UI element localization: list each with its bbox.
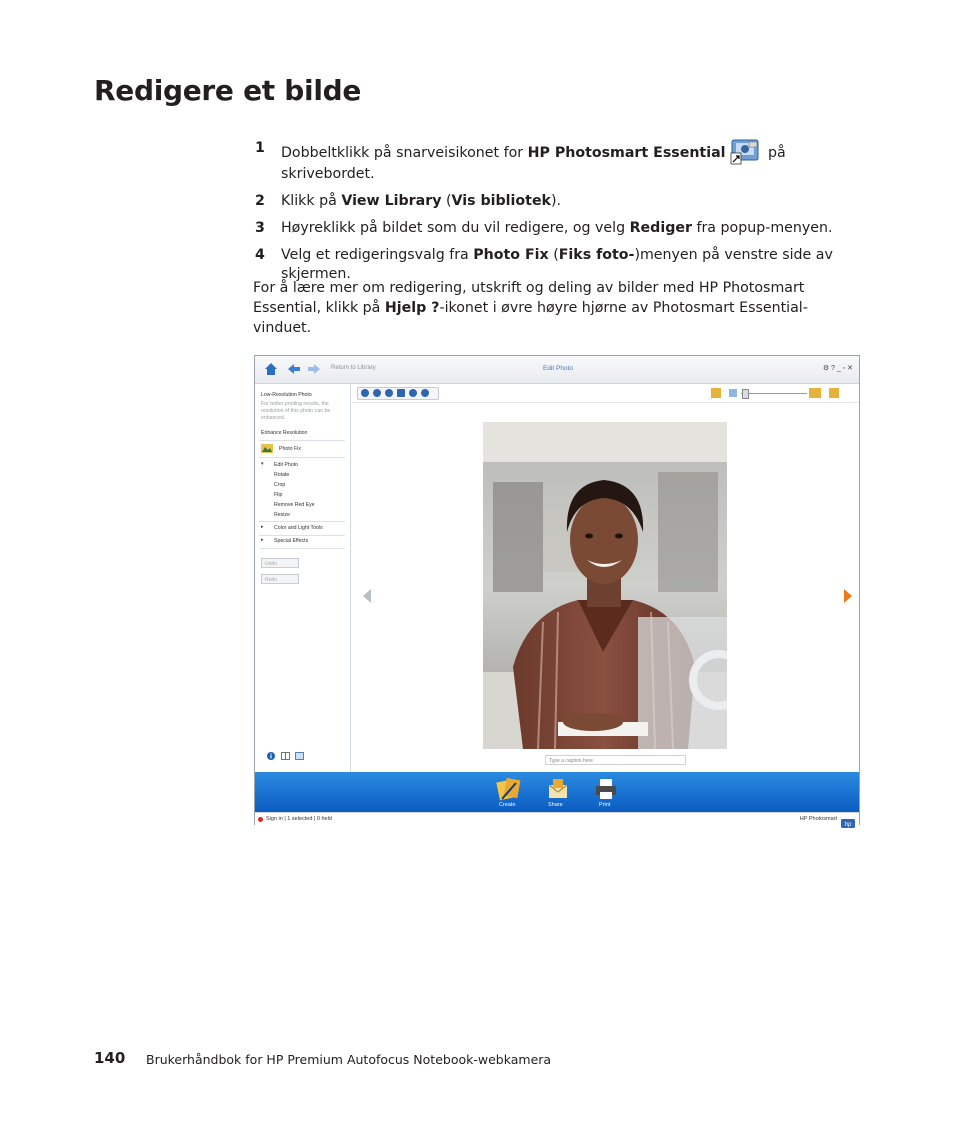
para-text: For å lære mer om redigering, utskrift og deling av bilder med HP Photosmart Essential, klikk på	[253, 280, 805, 316]
step-text-mid: (	[441, 193, 452, 209]
rotate-left-icon[interactable]	[373, 389, 381, 397]
page-heading: Redigere et bilde	[94, 74, 362, 107]
step-text: Velg et redigeringsvalg fra	[281, 247, 474, 263]
step-text-end: fra popup-menyen.	[691, 220, 833, 236]
help-paragraph	[253, 278, 863, 338]
rotate-right-icon[interactable]	[385, 389, 393, 397]
edit-item-remove-red-eye[interactable]: Remove Red Eye	[274, 502, 315, 508]
divider	[259, 521, 345, 522]
edit-item-rotate[interactable]: Rotate	[274, 472, 290, 478]
return-to-library-link[interactable]: Return to Library	[331, 365, 376, 371]
low-res-note: resolution of this photo can be	[261, 408, 331, 414]
low-res-label: Low-Resolution Photo	[261, 392, 312, 398]
edit-toolbar	[351, 384, 859, 403]
step-bold-2: Fiks foto-	[558, 247, 635, 263]
zoom-slider-handle[interactable]	[742, 389, 749, 399]
step-bold: HP Photosmart Essential	[527, 145, 726, 161]
forward-arrow-icon[interactable]	[307, 362, 321, 376]
special-effects[interactable]: Special Effects	[274, 538, 309, 544]
step-bold: View Library	[341, 193, 442, 209]
page-number: 140	[94, 1049, 126, 1067]
divider	[259, 548, 345, 549]
info-icon[interactable]	[267, 752, 275, 762]
step-text: Dobbeltklikk på snarveisikonet for	[281, 145, 528, 161]
status-text[interactable]: Sign in | 1 selected | 0 held	[266, 816, 332, 822]
print-button-label[interactable]: Print	[599, 802, 611, 808]
compare-icon[interactable]	[281, 752, 290, 762]
divider	[259, 457, 345, 458]
step-number: 1	[255, 140, 265, 156]
cancel-icon[interactable]	[421, 389, 429, 397]
para-text-end: -ikonet i øvre høyre hjørne av Photosmart Essential-vinduet.	[253, 300, 808, 336]
expand-arrow-icon[interactable]: ▾	[261, 461, 264, 467]
divider	[259, 440, 345, 441]
edit-photo-section[interactable]: Edit Photo	[274, 462, 298, 468]
step-text-end: på skrivebordet.	[281, 145, 786, 182]
step-3	[253, 219, 873, 238]
redo-button[interactable]: Redo	[261, 574, 299, 584]
collapse-arrow-icon[interactable]: ▸	[261, 524, 264, 530]
undo-button[interactable]: Undo	[261, 558, 299, 568]
left-panel	[255, 384, 351, 772]
para-bold: Hjelp ?	[384, 300, 440, 316]
step-text: Høyreklikk på bildet som du vil redigere, og velg	[281, 220, 630, 236]
step-text: Klikk på	[281, 193, 342, 209]
zoom-slider[interactable]	[741, 393, 807, 394]
step-bold: Rediger	[629, 220, 692, 236]
actual-size-icon[interactable]	[829, 388, 839, 398]
hp-logo-icon	[841, 815, 855, 833]
window-controls[interactable]: ⚙ ? _ ▫ ✕	[822, 365, 853, 372]
fit-view-icon[interactable]	[711, 388, 721, 398]
footer-title: Brukerhåndbok for HP Premium Autofocus Notebook-webkamera	[146, 1052, 552, 1067]
step-bold: Photo Fix	[473, 247, 549, 263]
home-icon[interactable]	[264, 362, 278, 376]
enhance-resolution-link[interactable]: Enhance Resolution	[261, 430, 308, 436]
divider	[259, 535, 345, 536]
share-button-label[interactable]: Share	[548, 802, 563, 808]
step-bold-2: Vis bibliotek	[451, 193, 551, 209]
back-arrow-icon[interactable]	[287, 362, 301, 376]
photosmart-shortcut-icon	[730, 139, 760, 165]
svg-text:hp: hp	[844, 822, 852, 828]
zoom-in-icon[interactable]	[809, 388, 821, 398]
window-title: Edit Photo	[543, 365, 573, 372]
previous-photo-arrow-icon[interactable]	[362, 589, 372, 608]
photosmart-screenshot	[254, 355, 860, 828]
step-2	[253, 192, 873, 211]
collapse-arrow-icon[interactable]: ▸	[261, 537, 264, 543]
app-top-bar	[255, 356, 859, 384]
status-bar	[255, 812, 859, 826]
step-number: 4	[255, 247, 265, 263]
crop-icon[interactable]	[397, 389, 405, 397]
fullscreen-icon[interactable]	[295, 752, 304, 762]
accept-icon[interactable]	[409, 389, 417, 397]
caption-input[interactable]: Type a caption here	[545, 755, 686, 765]
step-number: 3	[255, 220, 265, 236]
sign-in-status-icon	[258, 817, 263, 822]
step-number: 2	[255, 193, 265, 209]
zoom-out-icon[interactable]	[729, 389, 737, 397]
low-res-note: enhanced.	[261, 415, 286, 421]
low-res-note: For better printing results, the	[261, 401, 329, 407]
color-light-tools[interactable]: Color and Light Tools	[274, 525, 323, 531]
edited-photo[interactable]	[483, 422, 727, 749]
photo-fix-icon	[261, 444, 273, 455]
brand-label: HP Photosmart	[799, 816, 837, 822]
edit-item-crop[interactable]: Crop	[274, 482, 286, 488]
favorite-icon[interactable]	[361, 389, 369, 397]
edit-item-resize[interactable]: Resize	[274, 512, 290, 518]
bottom-action-bar	[255, 772, 859, 812]
photo-fix-button[interactable]: Photo Fix	[279, 446, 301, 452]
step-1	[253, 139, 873, 184]
steps-list	[253, 139, 873, 292]
step-text-mid: (	[548, 247, 559, 263]
next-photo-arrow-icon[interactable]	[843, 589, 853, 608]
create-button-label[interactable]: Create	[499, 802, 516, 808]
step-text-end: )menyen på venstre side av skjermen.	[281, 247, 833, 282]
step-text-end: ).	[551, 193, 562, 209]
edit-item-flip[interactable]: Flip	[274, 492, 283, 498]
